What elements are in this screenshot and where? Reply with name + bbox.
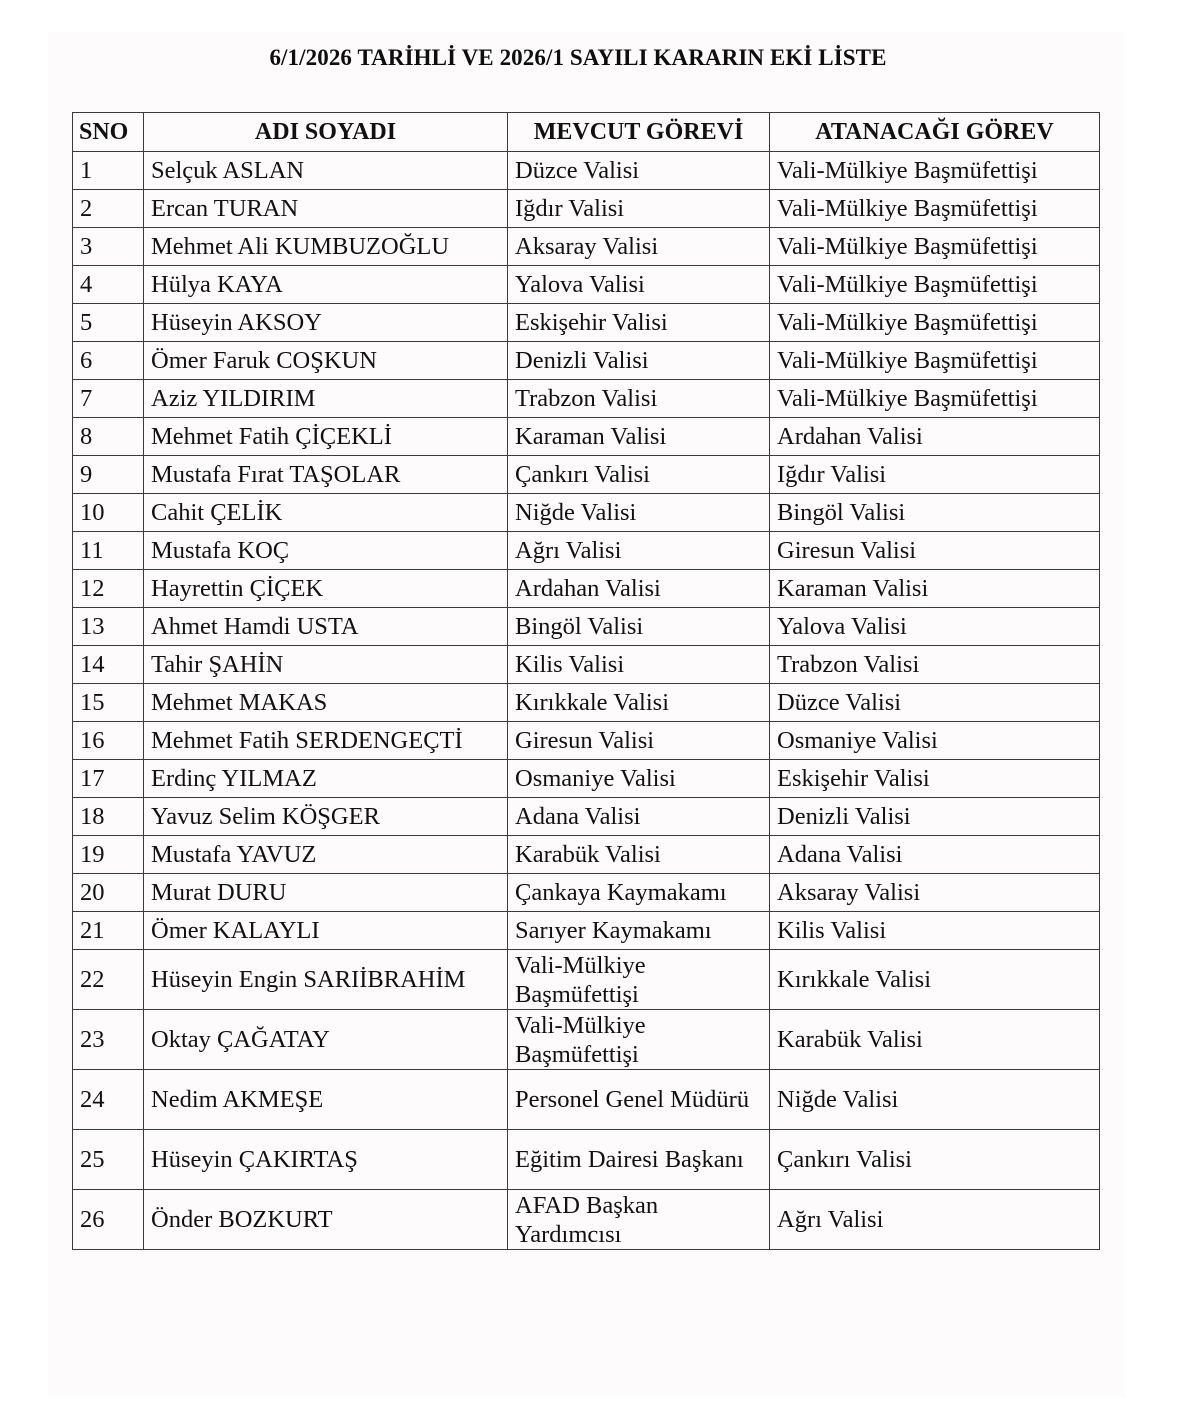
cell-sno: 12 (73, 570, 144, 608)
cell-assigned-position: Düzce Valisi (770, 684, 1100, 722)
cell-assigned-position: Eskişehir Valisi (770, 760, 1100, 798)
cell-assigned-position: Iğdır Valisi (770, 456, 1100, 494)
cell-name: Hüseyin AKSOY (144, 304, 508, 342)
table-row (73, 608, 1100, 646)
cell-name: Erdinç YILMAZ (144, 760, 508, 798)
cell-assigned-position: Ağrı Valisi (770, 1190, 1100, 1250)
cell-sno: 9 (73, 456, 144, 494)
table-row (73, 646, 1100, 684)
table-row (73, 304, 1100, 342)
table-row (73, 342, 1100, 380)
cell-sno: 26 (73, 1190, 144, 1250)
cell-assigned-position: Bingöl Valisi (770, 494, 1100, 532)
cell-sno: 22 (73, 950, 144, 1010)
table-row (73, 760, 1100, 798)
cell-sno: 25 (73, 1130, 144, 1190)
table-row (73, 266, 1100, 304)
cell-name: Tahir ŞAHİN (144, 646, 508, 684)
cell-sno: 13 (73, 608, 144, 646)
table-row (73, 456, 1100, 494)
table-row (73, 722, 1100, 760)
cell-sno: 4 (73, 266, 144, 304)
cell-sno: 21 (73, 912, 144, 950)
cell-assigned-position: Karaman Valisi (770, 570, 1100, 608)
cell-sno: 23 (73, 1010, 144, 1070)
cell-sno: 20 (73, 874, 144, 912)
cell-sno: 5 (73, 304, 144, 342)
cell-name: Hülya KAYA (144, 266, 508, 304)
cell-name: Ahmet Hamdi USTA (144, 608, 508, 646)
cell-assigned-position: Vali-Mülkiye Başmüfettişi (770, 266, 1100, 304)
cell-name: Yavuz Selim KÖŞGER (144, 798, 508, 836)
cell-current-position: Yalova Valisi (508, 266, 770, 304)
cell-name: Mehmet Fatih SERDENGEÇTİ (144, 722, 508, 760)
cell-assigned-position: Vali-Mülkiye Başmüfettişi (770, 228, 1100, 266)
cell-name: Önder BOZKURT (144, 1190, 508, 1250)
cell-assigned-position: Vali-Mülkiye Başmüfettişi (770, 304, 1100, 342)
cell-assigned-position: Vali-Mülkiye Başmüfettişi (770, 190, 1100, 228)
cell-current-position: Sarıyer Kaymakamı (508, 912, 770, 950)
cell-sno: 6 (73, 342, 144, 380)
cell-sno: 16 (73, 722, 144, 760)
cell-name: Ercan TURAN (144, 190, 508, 228)
cell-assigned-position: Ardahan Valisi (770, 418, 1100, 456)
table-row (73, 912, 1100, 950)
cell-sno: 24 (73, 1070, 144, 1130)
cell-sno: 10 (73, 494, 144, 532)
cell-current-position: Adana Valisi (508, 798, 770, 836)
cell-name: Cahit ÇELİK (144, 494, 508, 532)
table-row (73, 1130, 1100, 1190)
cell-name: Mustafa YAVUZ (144, 836, 508, 874)
cell-name: Mustafa Fırat TAŞOLAR (144, 456, 508, 494)
table-row (73, 798, 1100, 836)
cell-assigned-position: Niğde Valisi (770, 1070, 1100, 1130)
header-sno: SNO (73, 113, 144, 152)
cell-name: Hayrettin ÇİÇEK (144, 570, 508, 608)
cell-current-position: Iğdır Valisi (508, 190, 770, 228)
cell-current-position: Personel Genel Müdürü (508, 1070, 770, 1130)
cell-current-position: Vali-Mülkiye Başmüfettişi (508, 1010, 770, 1070)
table-row (73, 380, 1100, 418)
cell-current-position: Vali-Mülkiye Başmüfettişi (508, 950, 770, 1010)
cell-current-position: Osmaniye Valisi (508, 760, 770, 798)
cell-name: Selçuk ASLAN (144, 152, 508, 190)
cell-name: Nedim AKMEŞE (144, 1070, 508, 1130)
cell-current-position: Bingöl Valisi (508, 608, 770, 646)
cell-current-position: Kırıkkale Valisi (508, 684, 770, 722)
cell-assigned-position: Vali-Mülkiye Başmüfettişi (770, 152, 1100, 190)
cell-assigned-position: Aksaray Valisi (770, 874, 1100, 912)
table-row (73, 494, 1100, 532)
cell-current-position: AFAD Başkan Yardımcısı (508, 1190, 770, 1250)
cell-assigned-position: Giresun Valisi (770, 532, 1100, 570)
cell-assigned-position: Kilis Valisi (770, 912, 1100, 950)
cell-current-position: Eskişehir Valisi (508, 304, 770, 342)
cell-current-position: Çankaya Kaymakamı (508, 874, 770, 912)
cell-name: Mehmet Ali KUMBUZOĞLU (144, 228, 508, 266)
cell-name: Mehmet MAKAS (144, 684, 508, 722)
cell-assigned-position: Trabzon Valisi (770, 646, 1100, 684)
cell-sno: 15 (73, 684, 144, 722)
table-row (73, 836, 1100, 874)
cell-current-position: Karaman Valisi (508, 418, 770, 456)
cell-name: Murat DURU (144, 874, 508, 912)
cell-name: Mehmet Fatih ÇİÇEKLİ (144, 418, 508, 456)
table-row (73, 1190, 1100, 1250)
cell-current-position: Denizli Valisi (508, 342, 770, 380)
cell-assigned-position: Vali-Mülkiye Başmüfettişi (770, 342, 1100, 380)
cell-current-position: Ağrı Valisi (508, 532, 770, 570)
cell-current-position: Ardahan Valisi (508, 570, 770, 608)
table-row (73, 950, 1100, 1010)
cell-current-position: Karabük Valisi (508, 836, 770, 874)
header-name: ADI SOYADI (144, 113, 508, 152)
table-row (73, 684, 1100, 722)
table-row (73, 532, 1100, 570)
document-title: 6/1/2026 TARİHLİ VE 2026/1 SAYILI KARARIN EKİ LİSTE (269, 45, 887, 70)
cell-assigned-position: Yalova Valisi (770, 608, 1100, 646)
cell-name: Hüseyin ÇAKIRTAŞ (144, 1130, 508, 1190)
table-row (73, 1010, 1100, 1070)
header-assigned-position: ATANACAĞI GÖREV (770, 113, 1100, 152)
cell-name: Ömer KALAYLI (144, 912, 508, 950)
cell-current-position: Eğitim Dairesi Başkanı (508, 1130, 770, 1190)
cell-current-position: Düzce Valisi (508, 152, 770, 190)
cell-sno: 14 (73, 646, 144, 684)
cell-sno: 2 (73, 190, 144, 228)
table-row (73, 152, 1100, 190)
table-row (73, 1070, 1100, 1130)
table-row (73, 228, 1100, 266)
cell-sno: 8 (73, 418, 144, 456)
cell-sno: 3 (73, 228, 144, 266)
table-header-row (73, 113, 1100, 152)
appointment-list-table (72, 112, 1100, 1250)
cell-sno: 18 (73, 798, 144, 836)
cell-current-position: Çankırı Valisi (508, 456, 770, 494)
cell-name: Oktay ÇAĞATAY (144, 1010, 508, 1070)
cell-assigned-position: Kırıkkale Valisi (770, 950, 1100, 1010)
cell-name: Hüseyin Engin SARIİBRAHİM (144, 950, 508, 1010)
cell-name: Mustafa KOÇ (144, 532, 508, 570)
cell-sno: 1 (73, 152, 144, 190)
table-row (73, 418, 1100, 456)
table-row (73, 190, 1100, 228)
cell-assigned-position: Denizli Valisi (770, 798, 1100, 836)
cell-name: Ömer Faruk COŞKUN (144, 342, 508, 380)
cell-current-position: Kilis Valisi (508, 646, 770, 684)
cell-assigned-position: Vali-Mülkiye Başmüfettişi (770, 380, 1100, 418)
cell-sno: 7 (73, 380, 144, 418)
cell-assigned-position: Adana Valisi (770, 836, 1100, 874)
cell-assigned-position: Karabük Valisi (770, 1010, 1100, 1070)
cell-sno: 11 (73, 532, 144, 570)
table-row (73, 874, 1100, 912)
cell-sno: 19 (73, 836, 144, 874)
cell-current-position: Giresun Valisi (508, 722, 770, 760)
cell-assigned-position: Osmaniye Valisi (770, 722, 1100, 760)
cell-current-position: Aksaray Valisi (508, 228, 770, 266)
cell-name: Aziz YILDIRIM (144, 380, 508, 418)
header-current-position: MEVCUT GÖREVİ (508, 113, 770, 152)
cell-current-position: Trabzon Valisi (508, 380, 770, 418)
table-row (73, 570, 1100, 608)
cell-sno: 17 (73, 760, 144, 798)
cell-assigned-position: Çankırı Valisi (770, 1130, 1100, 1190)
cell-current-position: Niğde Valisi (508, 494, 770, 532)
